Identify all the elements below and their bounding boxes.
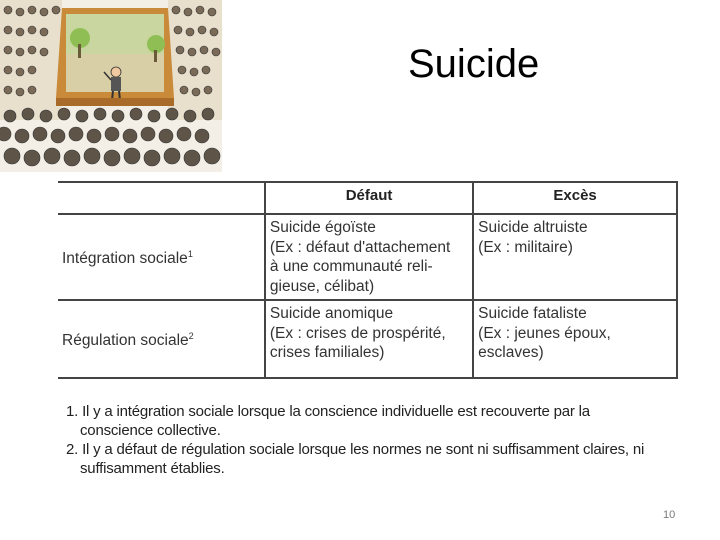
cell-line: Suicide altruiste xyxy=(478,219,588,236)
cell-line: (Ex : jeunes époux, xyxy=(478,324,611,342)
cell-line: crises familiales) xyxy=(269,344,385,361)
slide-title: Suicide xyxy=(408,42,540,86)
table-header-row xyxy=(58,182,677,214)
cell-line: Suicide fataliste xyxy=(478,305,587,322)
footnote-2: 2. Il y a défaut de régulation sociale lorsque les normes ne sont ni suffisamment claires, ni suffisamment établies. xyxy=(66,441,645,477)
page-number: 10 xyxy=(663,509,676,521)
cell-line: (Ex : défaut d'attachement xyxy=(269,238,451,256)
table-header-empty xyxy=(58,182,265,214)
suicide-typology-table xyxy=(58,181,678,389)
table-row xyxy=(58,214,677,300)
table-header-exces: Excès xyxy=(473,182,677,214)
auditorium-illustration xyxy=(0,0,222,172)
row-label-regulation xyxy=(58,300,265,378)
cell-line: Suicide égoïste xyxy=(269,219,376,236)
row-label-note: 2 xyxy=(188,331,194,342)
cell-suicide-egoiste xyxy=(265,214,473,300)
cell-line: (Ex : militaire) xyxy=(478,238,573,256)
footnotes xyxy=(66,402,656,478)
cell-suicide-anomique xyxy=(265,300,473,378)
row-label-note: 1 xyxy=(187,249,193,260)
cell-line: Suicide anomique xyxy=(269,305,394,322)
table-row xyxy=(58,300,677,378)
cell-line: gieuse, célibat) xyxy=(269,277,375,295)
cell-line: esclaves) xyxy=(478,344,544,361)
cell-suicide-fataliste xyxy=(473,300,677,378)
cell-line: (Ex : crises de prospérité, xyxy=(269,324,446,342)
typology-grid xyxy=(58,181,678,379)
footnote-1: 1. Il y a intégration sociale lorsque la conscience individuelle est recouverte par la conscience collective. xyxy=(66,403,590,439)
row-label-text: Régulation sociale xyxy=(62,332,189,350)
row-label-text: Intégration sociale xyxy=(62,250,188,268)
table-header-defaut: Défaut xyxy=(265,182,473,214)
auditorium-drawing xyxy=(0,0,222,172)
cell-line: à une communauté reli- xyxy=(269,258,433,275)
row-label-integration xyxy=(58,214,265,300)
cell-suicide-altruiste xyxy=(473,214,677,300)
